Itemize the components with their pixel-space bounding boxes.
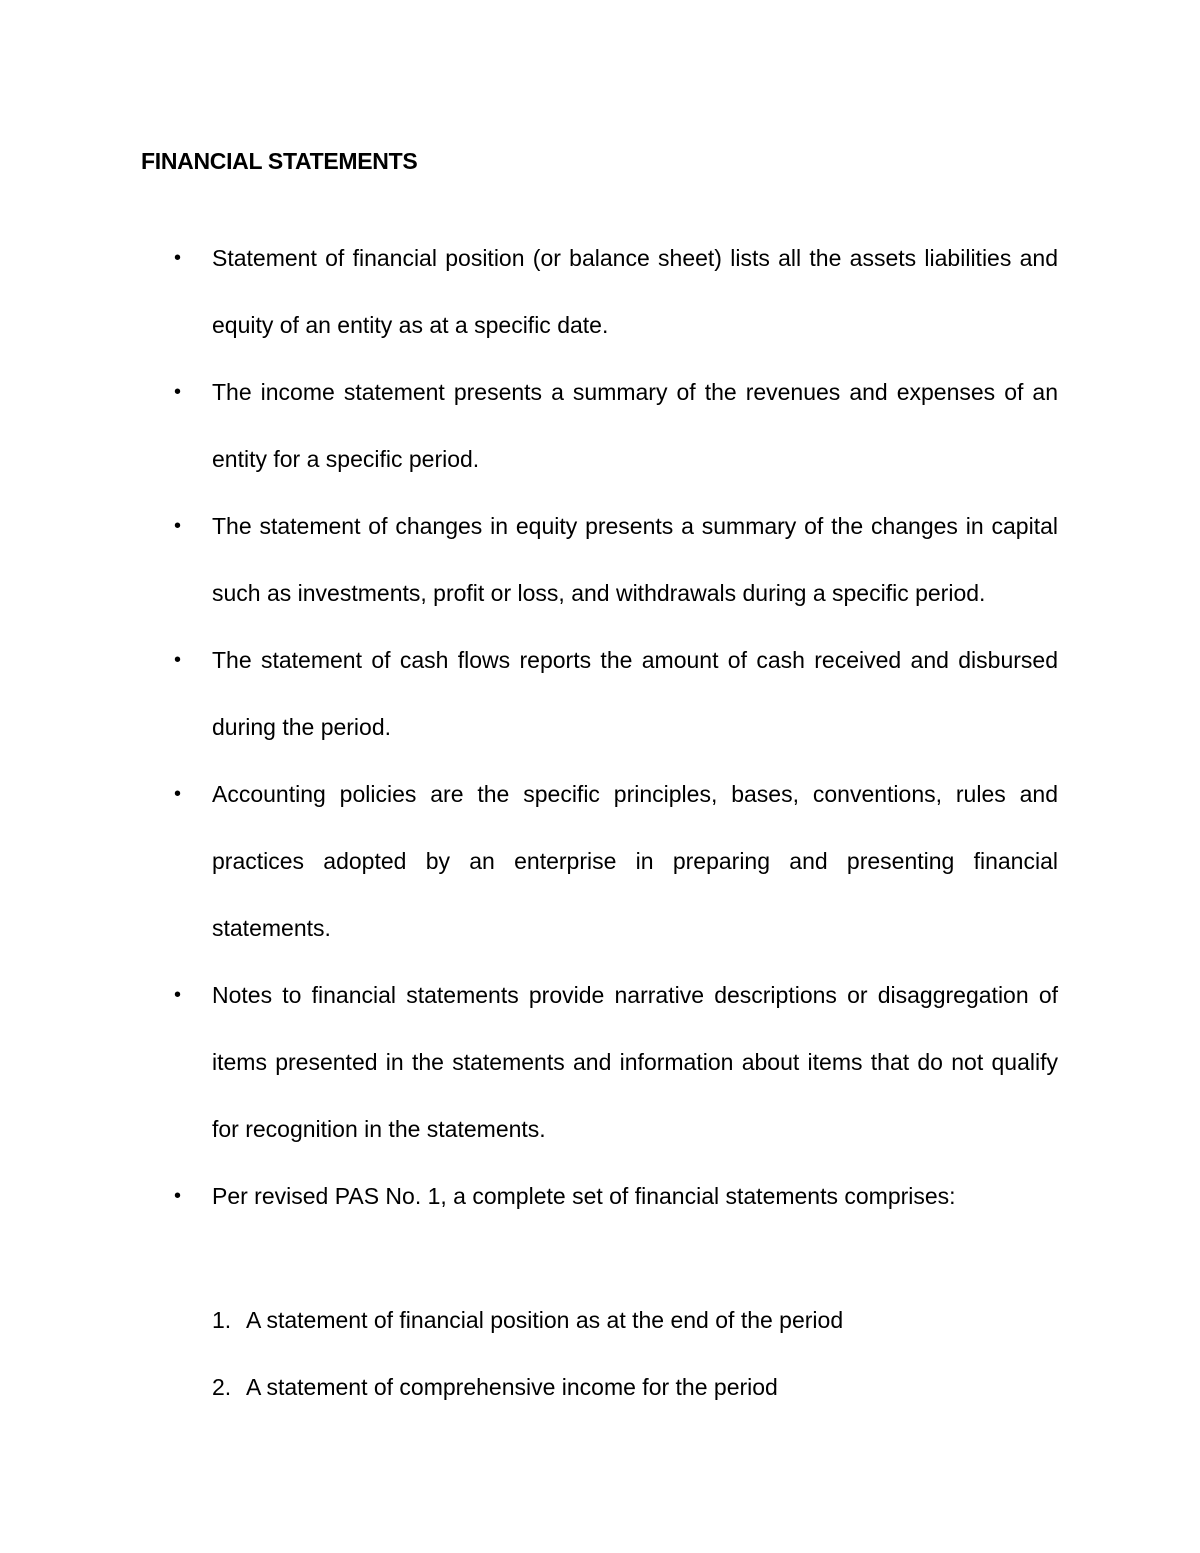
bullet-list bbox=[0, 225, 1200, 1230]
bullet-item bbox=[0, 761, 1058, 962]
bullet-dot-icon: • bbox=[174, 1185, 182, 1207]
bullet-dot-icon: • bbox=[174, 984, 182, 1006]
numbered-item-text: A statement of financial position as at the end of the period bbox=[246, 1307, 844, 1333]
bullet-item bbox=[0, 627, 1058, 761]
bullet-text: Statement of financial position (or balance sheet) lists all the assets liabilities and equity of an entity as at a specific date. bbox=[212, 245, 1058, 338]
bullet-text: The statement of cash flows reports the amount of cash received and disbursed during the period. bbox=[212, 647, 1058, 740]
item-number: 1. bbox=[212, 1307, 232, 1333]
bullet-item bbox=[0, 962, 1058, 1163]
bullet-item bbox=[0, 359, 1058, 493]
bullet-item bbox=[0, 493, 1058, 627]
bullet-text: The income statement presents a summary of the revenues and expenses of an entity for a specific period. bbox=[212, 379, 1058, 472]
bullet-item bbox=[0, 225, 1058, 359]
item-number: 2. bbox=[212, 1374, 232, 1400]
bullet-item bbox=[0, 1163, 1058, 1230]
bullet-dot-icon: • bbox=[174, 649, 182, 671]
numbered-item bbox=[0, 1287, 1058, 1354]
bullet-dot-icon: • bbox=[174, 247, 182, 269]
bullet-dot-icon: • bbox=[174, 381, 182, 403]
numbered-list bbox=[0, 1287, 1200, 1421]
bullet-dot-icon: • bbox=[174, 515, 182, 537]
bullet-dot-icon: • bbox=[174, 783, 182, 805]
bullet-text: Accounting policies are the specific principles, bases, conventions, rules and practices adopted by an enterprise in preparing and presenting financial statements. bbox=[212, 781, 1058, 941]
bullet-text: The statement of changes in equity presents a summary of the changes in capital such as investments, profit or loss, and withdrawals during a specific period. bbox=[212, 513, 1058, 606]
bullet-text: Notes to financial statements provide narrative descriptions or disaggregation of items presented in the statements and information about items that do not qualify for recognition in the statements. bbox=[212, 982, 1058, 1142]
document-title: FINANCIAL STATEMENTS bbox=[141, 148, 418, 174]
numbered-item-text: A statement of comprehensive income for the period bbox=[246, 1374, 778, 1400]
bullet-text: Per revised PAS No. 1, a complete set of financial statements comprises: bbox=[212, 1183, 956, 1209]
numbered-item bbox=[0, 1354, 1058, 1421]
